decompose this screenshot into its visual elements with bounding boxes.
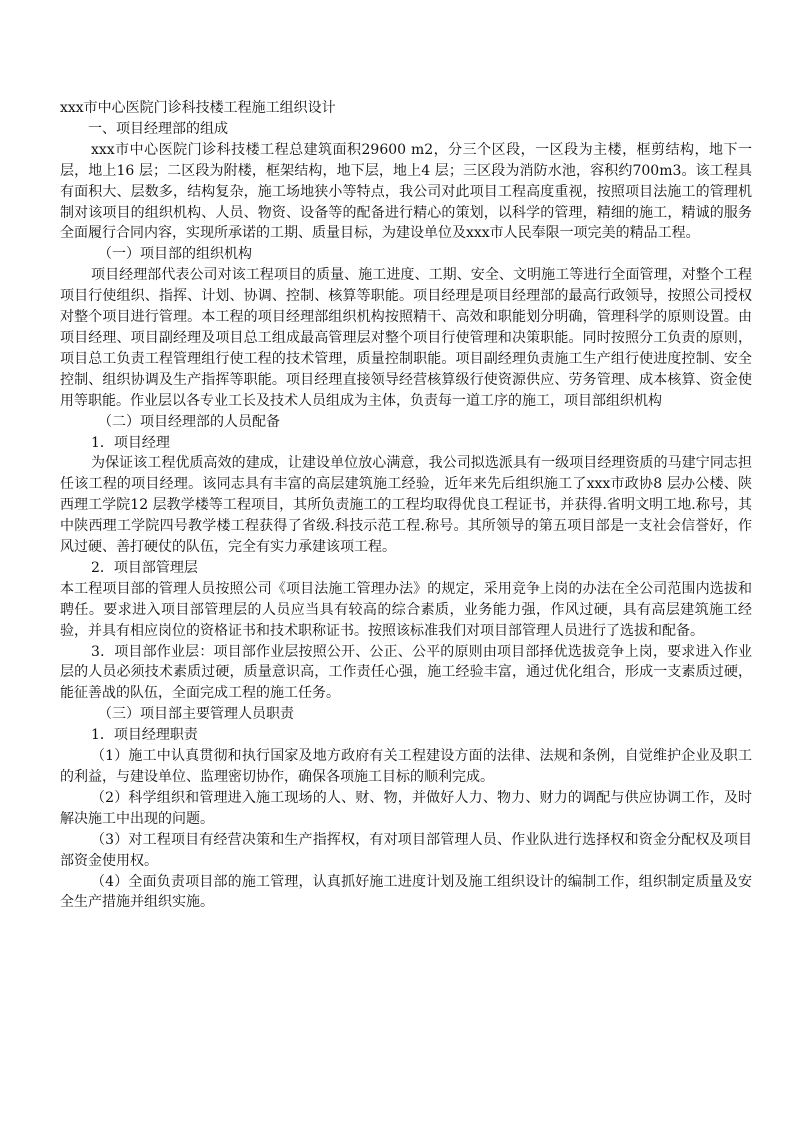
- paragraph: 3．项目部作业层：项目部作业层按照公开、公正、公平的原则由项目部择优选拔竞争上岗，要求进入作业层的人员必须技术素质过硬，质量意识高，工作责任心强，施工经验丰富，通过优化组合，形成一支素质过硬，能征善战的队伍，全面完成工程的施工任务。: [60, 643, 752, 702]
- paragraph: 为保证该工程优质高效的建成，让建设单位放心满意，我公司拟选派具有一级项目经理资质的马建宁同志担任该工程的项目经理。该同志具有丰富的高层建筑施工经验，近年来先后组织施工了xxx市政协8 层办公楼、陕西理工学院12 层教学楼等工程项目，其所负责施工的工程均取得优良工程证书，并获得.省明文明工地.称号，其中陕西理工学院四号教学楼工程获得了省级.科技示范工程.称号。其所领导的第五项目部是一支社会信誉好，作风过硬、善打硬仗的队伍，完全有实力承建该项工程。: [60, 455, 752, 556]
- subsection-heading: （一）项目部的组织机构: [98, 246, 252, 263]
- paragraph: 本工程项目部的管理人员按照公司《项目法施工管理办法》的规定，采用竞争上岗的办法在全公司范围内选拔和聘任。要求进入项目部管理层的人员应当具有较高的综合素质，业务能力强，作风过硬，具有高层建筑施工经验，并具有相应岗位的资格证书和技术职称证书。按照该标准我们对项目部管理人员进行了选拔和配备。: [60, 580, 752, 639]
- subsection-heading: （二）项目经理部的人员配备: [98, 413, 280, 430]
- list-item: （4）全面负责项目部的施工管理，认真抓好施工进度计划及施工组织设计的编制工作，组织制定质量及安全生产措施并组织实施。: [60, 873, 752, 911]
- document-title: xxx市中心医院门诊科技楼工程施工组织设计: [60, 100, 336, 116]
- document-page: [60, 98, 752, 913]
- list-item: （3）对工程项目有经营决策和生产指挥权，有对项目部管理人员、作业队进行选择权和资金分配权及项目部资金使用权。: [60, 831, 752, 869]
- item-heading: 1．项目经理: [91, 434, 170, 451]
- item-heading: 1．项目经理职责: [91, 727, 198, 744]
- list-item: （1）施工中认真贯彻和执行国家及地方政府有关工程建设方面的法律、法规和条例，自觉维护企业及职工的利益，与建设单位、监理密切协作，确保各项施工目标的顺利完成。: [60, 748, 752, 785]
- subsection-heading: （三）项目部主要管理人员职责: [98, 706, 294, 723]
- section-heading: 一、项目经理部的组成: [88, 120, 228, 137]
- item-heading: 2．项目部管理层: [91, 559, 198, 576]
- paragraph: xxx市中心医院门诊科技楼工程总建筑面积29600 m2，分三个区段，一区段为主楼，框剪结构，地下一层，地上16 层；二区段为附楼，框架结构，地下层，地上4 层；三区段为消防水池，容积约700m3。该工程具有面积大、层数多，结构复杂，施工场地狭小等特点，我公司对此项目工程高度重视，按照项目法施工的管理机制对该项目的组织机构、人员、物资、设备等的配备进行精心的策划，以科学的管理，精细的施工，精诚的服务全面履行合同内容，实现所承诺的工期、质量目标，为建设单位及xxx市人民奉限一项完美的精品工程。: [60, 141, 752, 242]
- list-item: （2）科学组织和管理进入施工现场的人、财、物，并做好人力、物力、财力的调配与供应协调工作，及时解决施工中出现的问题。: [60, 789, 752, 827]
- paragraph: 项目经理部代表公司对该工程项目的质量、施工进度、工期、安全、文明施工等进行全面管理，对整个工程项目行使组织、指挥、计划、协调、控制、核算等职能。项目经理是项目经理部的最高行政领导，按照公司授权对整个项目进行管理。本工程的项目经理部组织机构按照精干、高效和职能划分明确，管理科学的原则设置。由项目经理、项目副经理及项目总工组成最高管理层对整个项目行使管理和决策职能。同时按照分工负责的原则，项目总工负责工程管理组行使工程的技术管理，质量控制职能。项目副经理负责施工生产组行使进度控制、安全控制、组织协调及生产指挥等职能。项目经理直接领导经营核算级行使资源供应、劳务管理、成本核算、资金使用等职能。作业层以各专业工长及技术人员组成为主体，负责每一道工序的施工，项目部组织机构: [60, 267, 752, 409]
